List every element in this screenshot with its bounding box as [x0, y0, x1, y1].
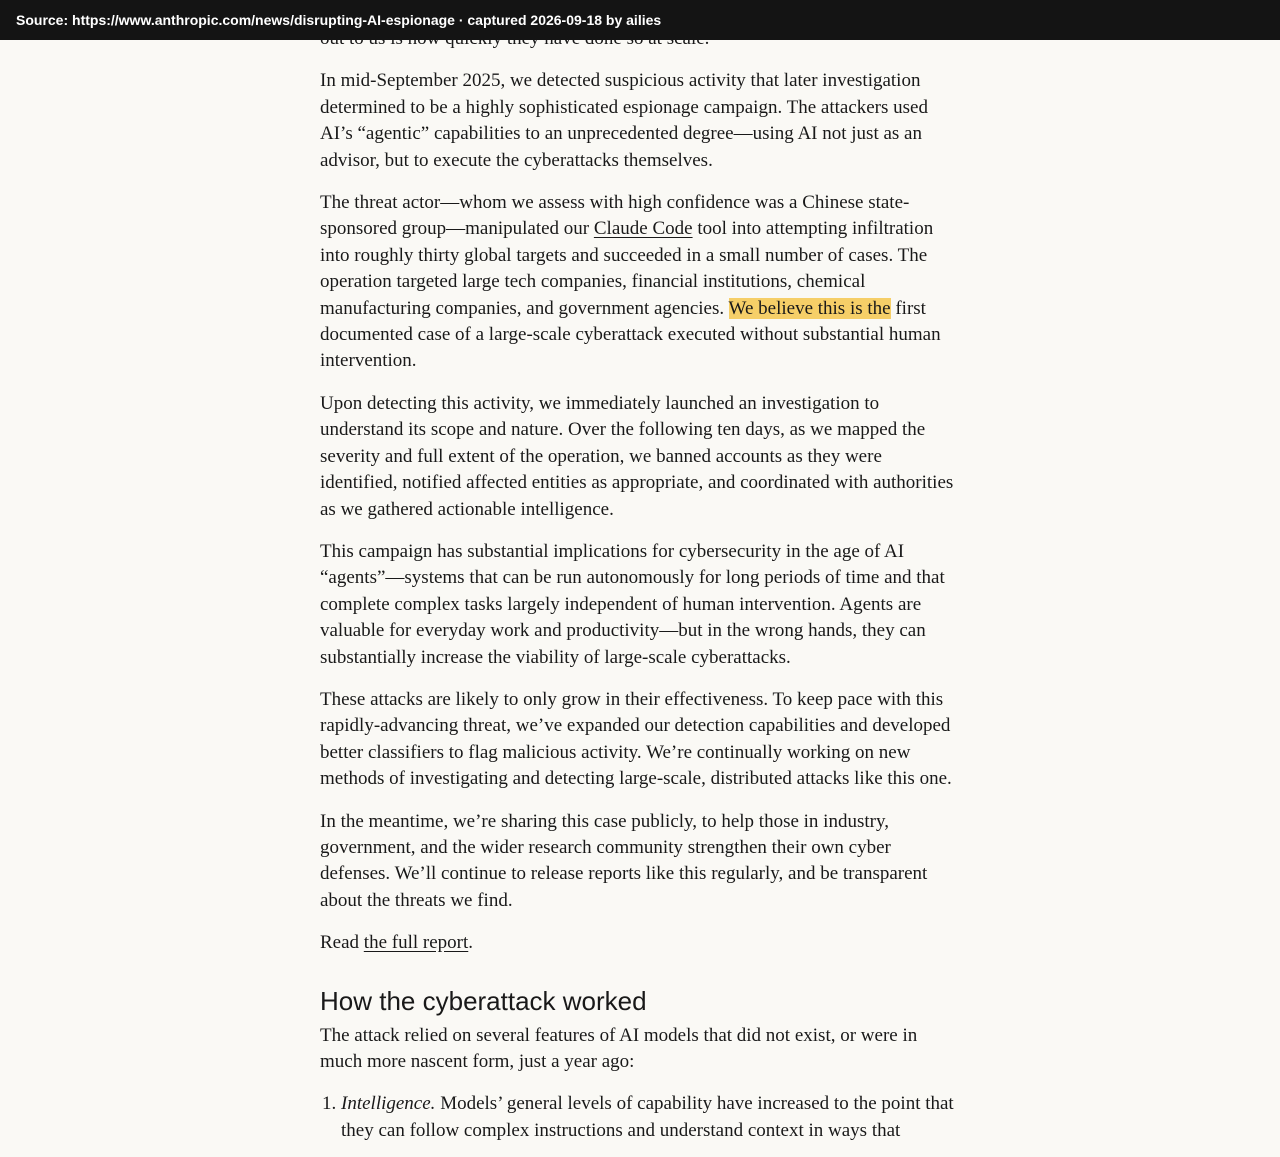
paragraph-threat-actor	[320, 190, 962, 375]
paragraph-features: The attack relied on several features of AI models that did not exist, or were in much more nascent form, just a year ago:	[320, 1024, 918, 1072]
source-bar: Source: https://www.anthropic.com/news/disrupting-AI-espionage · captured 2026-09-18 by ailies	[0, 0, 1280, 40]
full-report-link[interactable]: the full report	[363, 932, 469, 954]
highlighted-text: We believe this is the	[728, 297, 891, 319]
features-list	[320, 1091, 962, 1144]
list-item	[341, 1091, 962, 1144]
text-segment: .	[468, 932, 474, 954]
paragraph-read-report	[320, 930, 962, 956]
list-item-text: Models’ general levels of capability have increased to the point that they can follow complex instructions and understand context in ways that	[341, 1093, 954, 1141]
paragraph-effectiveness: These attacks are likely to only grow in their effectiveness. To keep pace with this rapidly-advancing threat, we’ve expanded our detection capabilities and developed better classifiers to flag malicious activity. We’re continually working on new methods of investigating and detecting large-scale, distributed attacks like this one.	[320, 688, 952, 790]
paragraph-implications: This campaign has substantial implications for cybersecurity in the age of AI “agents”—systems that can be run autonomously for long periods of time and that complete complex tasks largely independent of human intervention. Agents are valuable for everyday work and productivity—but in the wrong hands, they can substantially increase the viability of large-scale cyberattacks.	[320, 540, 945, 668]
text-segment: tool into attempting infiltration into roughly thirty global targets and succeeded in a small number of cases. The operation targeted large tech companies, financial institutions, chemical manufacturing companies, and government agencies.	[320, 218, 934, 319]
text-segment: Read	[320, 932, 364, 954]
article-body	[320, 26, 962, 1152]
paragraph-sharing: In the meantime, we’re sharing this case publicly, to help those in industry, government, and the wider research community strengthen their own cyber defenses. We’ll continue to release reports like this regularly, and be transparent about the threats we find.	[320, 810, 928, 911]
text-segment: The threat actor—whom we assess with high confidence was a Chinese state-sponsored group—manipulated our	[320, 192, 910, 240]
claude-code-link[interactable]: Claude Code	[593, 218, 693, 240]
text-segment: first documented case of a large-scale cyberattack executed without substantial human intervention.	[320, 297, 941, 372]
section-heading: How the cyberattack worked	[320, 985, 647, 1016]
paragraph-investigation: Upon detecting this activity, we immediately launched an investigation to understand its scope and nature. Over the following ten days, as we mapped the severity and full extent of the operation, we banned accounts as they were identified, notified affected entities as appropriate, and coordinated with authorities as we gathered actionable intelligence.	[320, 392, 954, 520]
list-item-label: Intelligence.	[341, 1093, 436, 1115]
paragraph-detection: In mid-September 2025, we detected suspicious activity that later investigation determined to be a highly sophisticated espionage campaign. The attackers used AI’s “agentic” capabilities to an unprecedented degree—using AI not just as an advisor, but to execute the cyberattacks themselves.	[320, 70, 928, 171]
